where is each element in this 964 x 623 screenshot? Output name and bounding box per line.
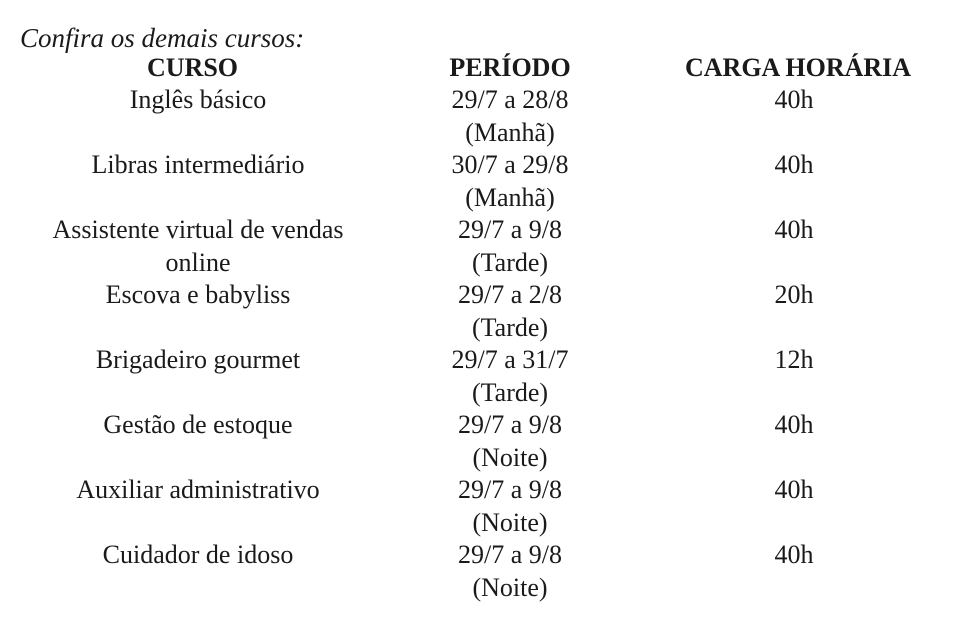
table-row <box>0 409 964 474</box>
course-dates: 29/7 a 31/7 <box>451 345 569 374</box>
course-period-cell <box>396 409 624 474</box>
table-header-row <box>0 52 964 84</box>
course-dates: 29/7 a 9/8 <box>458 540 562 569</box>
course-period-cell <box>396 539 624 604</box>
course-dates: 29/7 a 9/8 <box>458 410 562 439</box>
course-name: Cuidador de idoso <box>102 540 294 569</box>
course-period-cell <box>396 344 624 409</box>
course-shift: (Noite) <box>472 572 548 602</box>
course-name: Escova e babyliss <box>105 280 291 309</box>
course-dates: 30/7 a 29/8 <box>451 150 569 179</box>
course-shift: (Tarde) <box>471 247 549 277</box>
course-dates: 29/7 a 2/8 <box>458 280 562 309</box>
course-hours: 12h <box>774 345 814 374</box>
column-header-hours: CARGA HORÁRIA <box>685 53 912 82</box>
course-shift: (Manhã) <box>465 182 555 212</box>
courses-table <box>0 52 964 604</box>
course-hours: 40h <box>774 410 814 439</box>
column-header-period: PERÍODO <box>449 53 571 82</box>
table-row <box>0 149 964 214</box>
course-period-cell <box>396 214 624 279</box>
course-shift: (Manhã) <box>465 117 555 147</box>
course-dates: 29/7 a 9/8 <box>458 215 562 244</box>
table-row <box>0 344 964 409</box>
course-hours: 40h <box>774 540 814 569</box>
course-hours: 40h <box>774 475 814 504</box>
course-shift: (Noite) <box>472 442 548 472</box>
course-name-cell <box>0 474 396 539</box>
course-name-cell <box>0 214 396 279</box>
course-name: Brigadeiro gourmet <box>95 345 301 374</box>
course-hours: 40h <box>774 85 814 114</box>
course-name: Inglês básico <box>129 85 267 114</box>
table-row <box>0 279 964 344</box>
course-name: Auxiliar administrativo <box>76 475 320 504</box>
table-row <box>0 539 964 604</box>
course-shift: (Tarde) <box>471 377 549 407</box>
intro-text: Confira os demais cursos: <box>20 23 305 53</box>
course-hours: 20h <box>774 280 814 309</box>
course-name-cell <box>0 409 396 474</box>
course-period-cell <box>396 84 624 149</box>
course-period-cell <box>396 474 624 539</box>
course-name: Assistente virtual de vendas online <box>52 215 344 277</box>
course-name-cell <box>0 539 396 604</box>
course-hours: 40h <box>774 215 814 244</box>
course-hours: 40h <box>774 150 814 179</box>
course-name: Libras intermediário <box>91 150 305 179</box>
course-shift: (Tarde) <box>471 312 549 342</box>
table-row <box>0 84 964 149</box>
course-name: Gestão de estoque <box>103 410 293 439</box>
course-name-cell <box>0 344 396 409</box>
course-name-cell <box>0 149 396 214</box>
course-period-cell <box>396 149 624 214</box>
table-row <box>0 214 964 279</box>
course-shift: (Noite) <box>472 507 548 537</box>
course-name-cell <box>0 84 396 149</box>
course-name-cell <box>0 279 396 344</box>
column-header-course: CURSO <box>147 53 239 82</box>
course-dates: 29/7 a 9/8 <box>458 475 562 504</box>
course-period-cell <box>396 279 624 344</box>
table-row <box>0 474 964 539</box>
course-dates: 29/7 a 28/8 <box>451 85 569 114</box>
